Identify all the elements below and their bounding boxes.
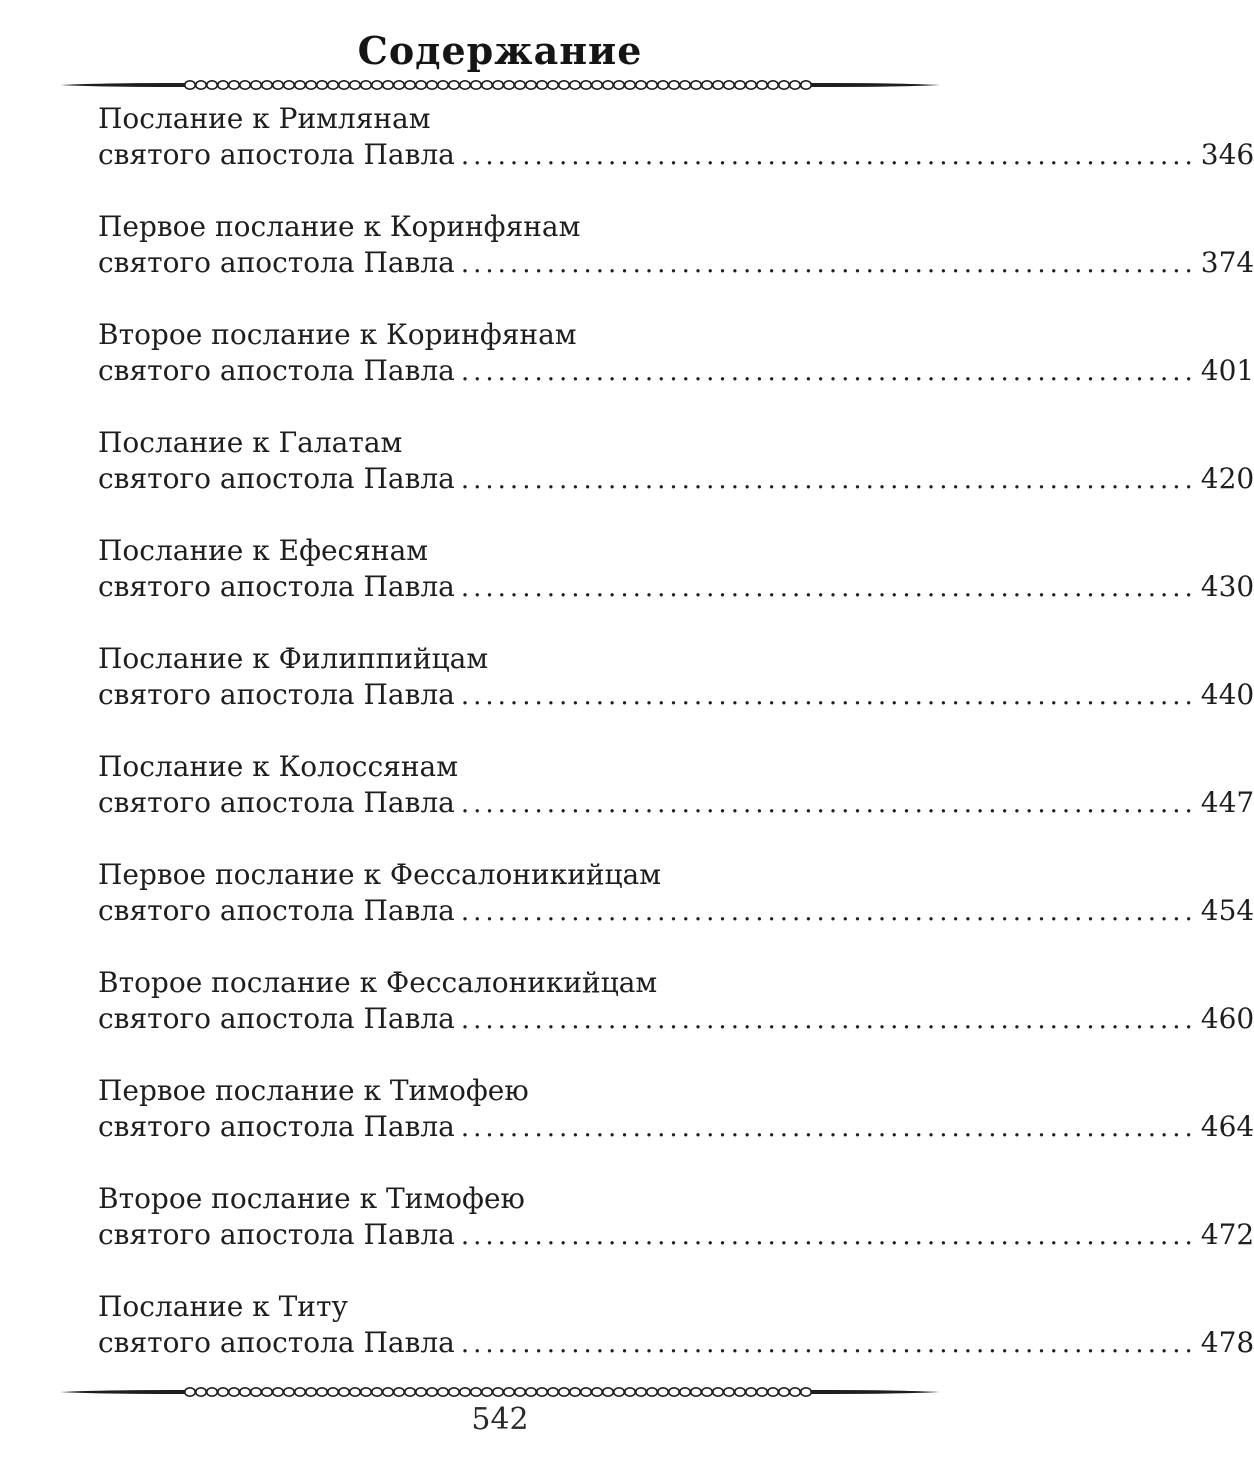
entry-page-number: 346: [1200, 138, 1254, 171]
entry-subtitle-line: [98, 1216, 1254, 1255]
dot-leader: ............................................................: [460, 249, 1197, 279]
entry-subtitle: святого апостола Павла: [98, 786, 455, 819]
entry-page-number: 472: [1200, 1218, 1254, 1251]
entry-title: Послание к Колоссянам: [98, 750, 458, 783]
toc-entry[interactable]: [98, 316, 1254, 424]
entry-subtitle-line: [98, 1000, 1254, 1039]
entry-subtitle: святого апостола Павла: [98, 354, 455, 387]
entry-title: Послание к Титу: [98, 1290, 348, 1323]
ornamental-divider-top: [60, 78, 940, 92]
dot-leader: ............................................................: [460, 1221, 1197, 1251]
dot-leader: ............................................................: [460, 141, 1197, 171]
entry-subtitle: святого апостола Павла: [98, 678, 455, 711]
toc-entry[interactable]: [98, 208, 1254, 316]
dot-leader: ............................................................: [460, 681, 1197, 711]
entry-subtitle-line: [98, 460, 1254, 499]
toc-entry[interactable]: [98, 964, 1254, 1072]
entry-page-number: 460: [1200, 1002, 1254, 1035]
entry-page-number: 464: [1200, 1110, 1254, 1143]
entry-title: Второе послание к Коринфянам: [98, 318, 577, 351]
entry-subtitle: святого апостола Павла: [98, 246, 455, 279]
dot-leader: ............................................................: [460, 1005, 1197, 1035]
entry-title: Первое послание к Коринфянам: [98, 210, 581, 243]
entry-title: Второе послание к Фессалоникийцам: [98, 966, 658, 999]
entry-subtitle-line: [98, 352, 1254, 391]
dot-leader: ............................................................: [460, 1329, 1197, 1359]
toc-entry[interactable]: [98, 1072, 1254, 1180]
entry-title: Второе послание к Тимофею: [98, 1182, 525, 1215]
entry-subtitle-line: [98, 1108, 1254, 1147]
entry-page-number: 420: [1200, 462, 1254, 495]
entry-subtitle: святого апостола Павла: [98, 138, 455, 171]
entry-page-number: 447: [1200, 786, 1254, 819]
entry-subtitle: святого апостола Павла: [98, 894, 455, 927]
toc-entry[interactable]: [98, 748, 1254, 856]
toc-entry[interactable]: [98, 640, 1254, 748]
toc-entry[interactable]: [98, 100, 1254, 208]
entry-subtitle-line: [98, 676, 1254, 715]
entry-subtitle: святого апостола Павла: [98, 462, 455, 495]
ornamental-divider-bottom: [60, 1385, 940, 1399]
dot-leader: ............................................................: [460, 573, 1197, 603]
entry-subtitle: святого апостола Павла: [98, 1002, 455, 1035]
entry-page-number: 401: [1200, 354, 1254, 387]
dot-leader: ............................................................: [460, 897, 1197, 927]
entry-subtitle-line: [98, 892, 1254, 931]
toc-entry[interactable]: [98, 1180, 1254, 1288]
toc-entry[interactable]: [98, 856, 1254, 964]
dot-leader: ............................................................: [460, 465, 1197, 495]
entry-page-number: 430: [1200, 570, 1254, 603]
entry-title: Послание к Филиппийцам: [98, 642, 489, 675]
entry-page-number: 440: [1200, 678, 1254, 711]
table-of-contents: [98, 100, 1254, 1396]
entry-page-number: 374: [1200, 246, 1254, 279]
entry-subtitle-line: [98, 568, 1254, 607]
entry-title: Послание к Ефесянам: [98, 534, 429, 567]
toc-entry[interactable]: [98, 424, 1254, 532]
entry-title: Первое послание к Фессалоникийцам: [98, 858, 662, 891]
toc-entry[interactable]: [98, 532, 1254, 640]
page-title: Содержание: [357, 28, 643, 73]
entry-subtitle: святого апостола Павла: [98, 1110, 455, 1143]
entry-subtitle: святого апостола Павла: [98, 570, 455, 603]
dot-leader: ............................................................: [460, 1113, 1197, 1143]
page-number: 542: [471, 1402, 529, 1437]
entry-subtitle-line: [98, 244, 1254, 283]
entry-page-number: 454: [1200, 894, 1254, 927]
entry-title: Первое послание к Тимофею: [98, 1074, 529, 1107]
toc-entry[interactable]: [98, 1288, 1254, 1396]
entry-subtitle: святого апостола Павла: [98, 1218, 455, 1251]
entry-subtitle: святого апостола Павла: [98, 1326, 455, 1359]
entry-subtitle-line: [98, 784, 1254, 823]
entry-title: Послание к Римлянам: [98, 102, 431, 135]
entry-title: Послание к Галатам: [98, 426, 403, 459]
entry-subtitle-line: [98, 136, 1254, 175]
dot-leader: ............................................................: [460, 789, 1197, 819]
entry-subtitle-line: [98, 1324, 1254, 1363]
dot-leader: ............................................................: [460, 357, 1197, 387]
entry-page-number: 478: [1200, 1326, 1254, 1359]
